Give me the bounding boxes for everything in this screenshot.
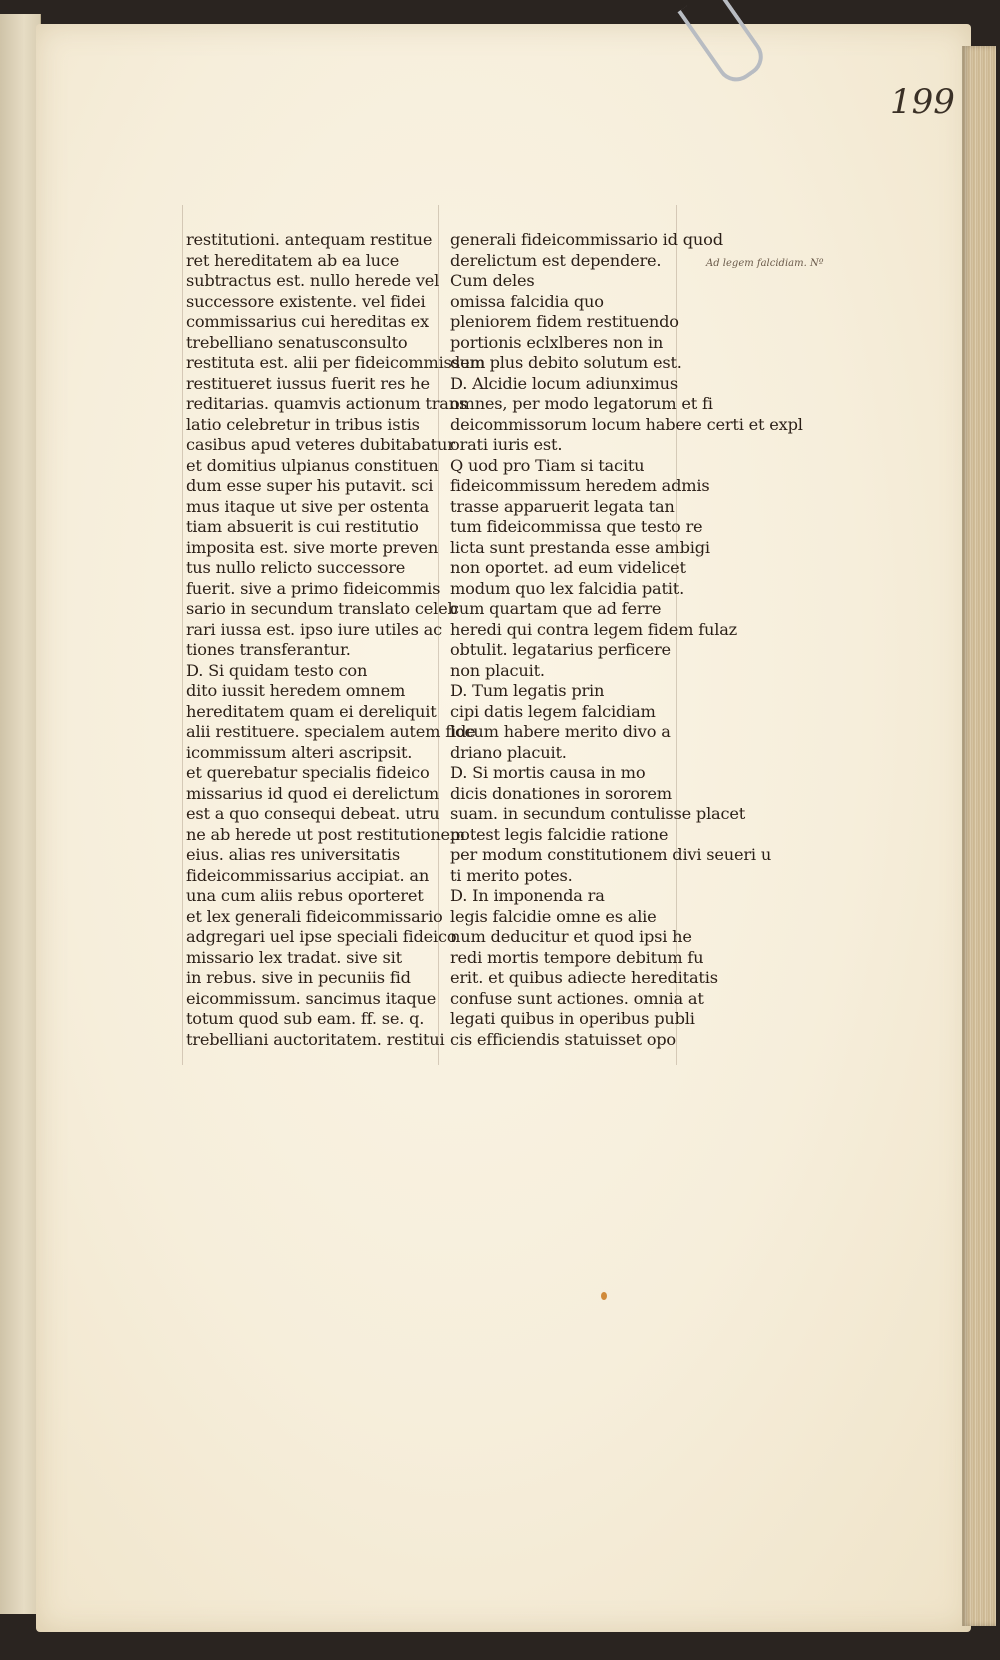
- text-line: commissarius cui hereditas ex: [186, 312, 429, 331]
- text-line: non placuit.: [450, 660, 545, 680]
- text-line: derelictum est dependere.: [450, 250, 662, 270]
- text-line: tiones transferantur.: [186, 640, 351, 659]
- binding-left-edge: [0, 14, 41, 1614]
- text-line: eius. alias res universitatis: [186, 845, 400, 864]
- text-line: ti merito potes.: [450, 865, 573, 885]
- folio-number: 199: [890, 82, 955, 122]
- text-line: tus nullo relicto successore: [186, 558, 406, 577]
- text-line: pleniorem fidem restituendo: [450, 312, 679, 331]
- text-line: potest legis falcidie ratione: [450, 824, 669, 844]
- text-line: fideicommissum heredem admis: [450, 476, 710, 495]
- text-line: num deducitur et quod ipsi he: [450, 927, 692, 946]
- text-line: dicis donationes in sororem: [450, 783, 672, 803]
- text-line: D. Alcidie locum adiunximus: [450, 373, 679, 393]
- text-line: eicommissum. sancimus itaque: [186, 988, 437, 1008]
- text-line: icommissum alteri ascripsit.: [186, 742, 413, 762]
- text-line: per modum constitutionem divi seueri u: [450, 845, 772, 864]
- text-line: generali fideicommissario id quod: [450, 230, 723, 249]
- text-line: casibus apud veteres dubitabatur: [186, 435, 455, 454]
- margin-annotation: Ad legem falcidiam. Nº: [706, 258, 824, 269]
- text-line: est a quo consequi debeat. utru: [186, 804, 440, 823]
- text-line: Q uod pro Tiam si tacitu: [450, 455, 645, 475]
- text-line: dum esse super his putavit. sci: [186, 476, 434, 495]
- text-line: modum quo lex falcidia patit.: [450, 578, 685, 598]
- text-line: legis falcidie omne es alie: [450, 906, 657, 926]
- text-line: erit. et quibus adiecte hereditatis: [450, 968, 718, 987]
- text-line: cum quartam que ad ferre: [450, 599, 662, 618]
- text-line: portionis eclxlberes non in: [450, 332, 664, 352]
- text-line: rari iussa est. ipso iure utiles ac: [186, 619, 442, 639]
- text-line: confuse sunt actiones. omnia at: [450, 988, 704, 1008]
- text-line: fideicommissarius accipiat. an: [186, 865, 430, 885]
- text-line: alii restituere. specialem autem fide: [186, 722, 476, 741]
- text-line: driano placuit.: [450, 742, 567, 762]
- text-column-left: [186, 230, 486, 1050]
- text-line: dem plus debito solutum est.: [450, 353, 682, 372]
- text-line: D. In imponenda ra: [450, 886, 605, 905]
- text-line: tiam absuerit is cui restitutio: [186, 517, 419, 536]
- text-line: una cum aliis rebus oporteret: [186, 886, 424, 905]
- text-line: cipi datis legem falcidiam: [450, 701, 656, 721]
- text-line: sario in secundum translato celeb: [186, 599, 458, 618]
- text-line: trebelliani auctoritatem. restitui: [186, 1029, 445, 1049]
- page-fore-edge: [962, 46, 996, 1626]
- text-line: omissa falcidia quo: [450, 291, 604, 311]
- text-line: dito iussit heredem omnem: [186, 681, 406, 700]
- text-line: ne ab herede ut post restitutionem: [186, 824, 466, 844]
- text-line: successore existente. vel fidei: [186, 291, 426, 311]
- text-line: et lex generali fideicommissario: [186, 906, 443, 926]
- text-line: et querebatur specialis fideico: [186, 763, 430, 782]
- text-line: non oportet. ad eum videlicet: [450, 558, 686, 577]
- text-line: D. Si quidam testo con: [186, 660, 368, 680]
- text-line: fuerit. sive a primo fideicommis: [186, 578, 441, 598]
- text-line: licta sunt prestanda esse ambigi: [450, 537, 710, 557]
- ruling-line-left: [182, 205, 183, 1065]
- ink-spot: [601, 1292, 607, 1300]
- text-line: heredi qui contra legem fidem fulaz: [450, 619, 737, 639]
- text-line: locum habere merito divo a: [450, 722, 671, 741]
- text-line: mus itaque ut sive per ostenta: [186, 496, 430, 516]
- text-line: D. Tum legatis prin: [450, 681, 605, 700]
- text-line: legati quibus in operibus publi: [450, 1009, 695, 1028]
- text-line: orati iuris est.: [450, 435, 563, 454]
- text-line: latio celebretur in tribus istis: [186, 414, 420, 434]
- text-line: et domitius ulpianus constituen: [186, 455, 439, 475]
- text-line: restituta est. alii per fideicommissum: [186, 353, 486, 372]
- text-line: in rebus. sive in pecuniis fid: [186, 968, 411, 987]
- text-line: missario lex tradat. sive sit: [186, 947, 402, 967]
- text-line: totum quod sub eam. ff. se. q.: [186, 1009, 425, 1028]
- text-line: redi mortis tempore debitum fu: [450, 947, 704, 967]
- text-line: cis efficiendis statuisset opo: [450, 1029, 676, 1049]
- text-line: imposita est. sive morte preven: [186, 537, 439, 557]
- text-line: missarius id quod ei derelictum: [186, 783, 439, 803]
- text-line: ret hereditatem ab ea luce: [186, 250, 400, 270]
- text-line: D. Si mortis causa in mo: [450, 763, 646, 782]
- text-line: deicommissorum locum habere certi et expl: [450, 414, 803, 434]
- text-line: restitutioni. antequam restitue: [186, 230, 433, 249]
- text-line: restitueret iussus fuerit res he: [186, 373, 430, 393]
- text-line: Cum deles: [450, 271, 535, 290]
- text-line: reditarias. quamvis actionum trans: [186, 394, 468, 413]
- text-line: adgregari uel ipse speciali fideico: [186, 927, 457, 946]
- text-line: obtulit. legatarius perficere: [450, 640, 671, 659]
- text-line: tum fideicommissa que testo re: [450, 517, 703, 536]
- text-line: subtractus est. nullo herede vel: [186, 271, 440, 290]
- text-line: hereditatem quam ei dereliquit: [186, 701, 437, 721]
- text-line: trasse apparuerit legata tan: [450, 496, 675, 516]
- text-line: omnes, per modo legatorum et fi: [450, 394, 713, 413]
- text-line: suam. in secundum contulisse placet: [450, 804, 746, 823]
- text-line: trebelliano senatusconsulto: [186, 332, 408, 352]
